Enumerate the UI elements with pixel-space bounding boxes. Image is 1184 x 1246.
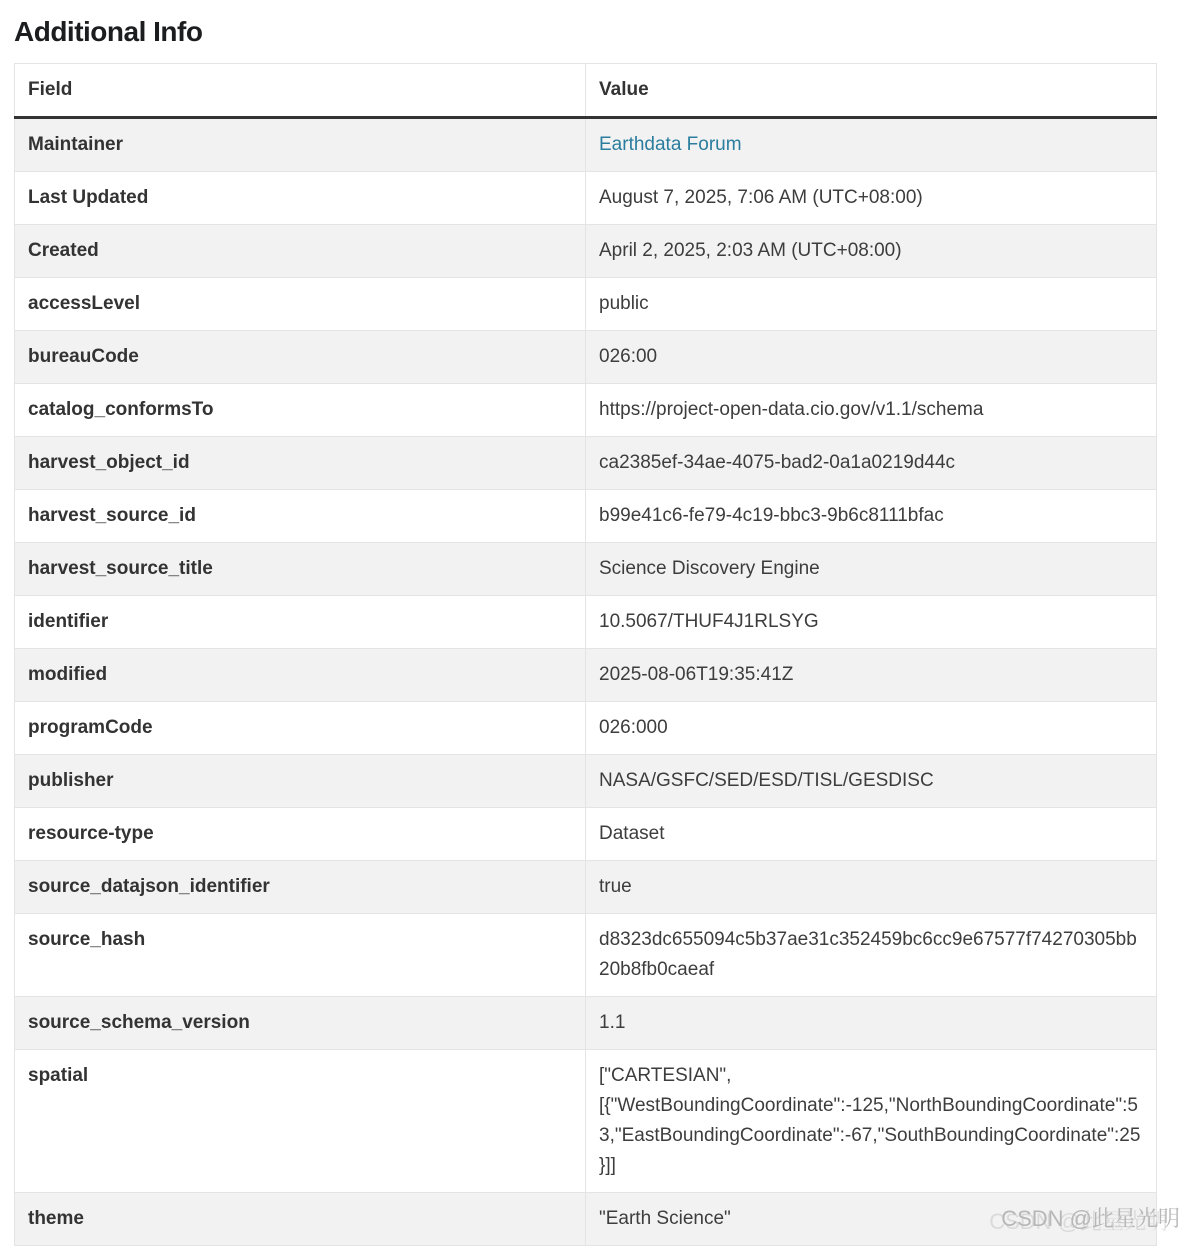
table-row — [15, 861, 1157, 914]
value-cell: 026:000 — [586, 702, 1157, 755]
table-row — [15, 437, 1157, 490]
field-cell: programCode — [15, 702, 586, 755]
field-cell: source_datajson_identifier — [15, 861, 586, 914]
value-cell: Science Discovery Engine — [586, 543, 1157, 596]
table-row — [15, 1050, 1157, 1193]
maintainer-link[interactable]: Earthdata Forum — [599, 134, 742, 155]
table-row — [15, 118, 1157, 172]
value-cell: ca2385ef-34ae-4075-bad2-0a1a0219d44c — [586, 437, 1157, 490]
table-row — [15, 649, 1157, 702]
table-row — [15, 490, 1157, 543]
value-cell: b99e41c6-fe79-4c19-bbc3-9b6c8111bfac — [586, 490, 1157, 543]
table-header — [15, 64, 1157, 118]
field-cell: publisher — [15, 755, 586, 808]
field-cell: harvest_object_id — [15, 437, 586, 490]
value-cell: ["CARTESIAN", [{"WestBoundingCoordinate":-125,"NorthBoundingCoordinate":53,"EastBoundingCoordinate":-67,"SouthBoundingCoordinate":25}]] — [586, 1050, 1157, 1193]
field-cell: Created — [15, 225, 586, 278]
field-cell: source_hash — [15, 914, 586, 997]
value-cell: April 2, 2025, 2:03 AM (UTC+08:00) — [586, 225, 1157, 278]
field-cell: Maintainer — [15, 118, 586, 172]
table-row — [15, 225, 1157, 278]
field-cell: resource-type — [15, 808, 586, 861]
table-row — [15, 172, 1157, 225]
field-cell: harvest_source_title — [15, 543, 586, 596]
table-row — [15, 914, 1157, 997]
watermark: CSDN @此星光明 — [1001, 1206, 1180, 1231]
field-cell: identifier — [15, 596, 586, 649]
additional-info-table — [14, 63, 1157, 1246]
table-row — [15, 543, 1157, 596]
value-cell: true — [586, 861, 1157, 914]
value-cell: August 7, 2025, 7:06 AM (UTC+08:00) — [586, 172, 1157, 225]
value-cell: 026:00 — [586, 331, 1157, 384]
field-cell: modified — [15, 649, 586, 702]
value-cell: "Earth Science" — [586, 1193, 1157, 1246]
table-row — [15, 755, 1157, 808]
field-cell: harvest_source_id — [15, 490, 586, 543]
column-header-value: Value — [586, 64, 1157, 118]
value-cell: 2025-08-06T19:35:41Z — [586, 649, 1157, 702]
header-row — [15, 64, 1157, 118]
value-cell: NASA/GSFC/SED/ESD/TISL/GESDISC — [586, 755, 1157, 808]
value-cell: d8323dc655094c5b37ae31c352459bc6cc9e67577f74270305bb20b8fb0caeaf — [586, 914, 1157, 997]
table-body — [15, 118, 1157, 1246]
value-cell: Dataset — [586, 808, 1157, 861]
field-cell: accessLevel — [15, 278, 586, 331]
field-cell: theme — [15, 1193, 586, 1246]
field-cell: Last Updated — [15, 172, 586, 225]
page-title: Additional Info — [14, 16, 203, 47]
value-cell: public — [586, 278, 1157, 331]
table-row — [15, 278, 1157, 331]
column-header-field: Field — [15, 64, 586, 118]
table-row — [15, 1193, 1157, 1246]
value-cell: https://project-open-data.cio.gov/v1.1/schema — [586, 384, 1157, 437]
value-cell — [586, 118, 1157, 172]
field-cell: catalog_conformsTo — [15, 384, 586, 437]
value-cell: 10.5067/THUF4J1RLSYG — [586, 596, 1157, 649]
value-cell: 1.1 — [586, 997, 1157, 1050]
table-row — [15, 331, 1157, 384]
field-cell: spatial — [15, 1050, 586, 1193]
table-row — [15, 997, 1157, 1050]
table-row — [15, 596, 1157, 649]
table-row — [15, 808, 1157, 861]
field-cell: bureauCode — [15, 331, 586, 384]
field-cell: source_schema_version — [15, 997, 586, 1050]
table-row — [15, 702, 1157, 755]
table-row — [15, 384, 1157, 437]
